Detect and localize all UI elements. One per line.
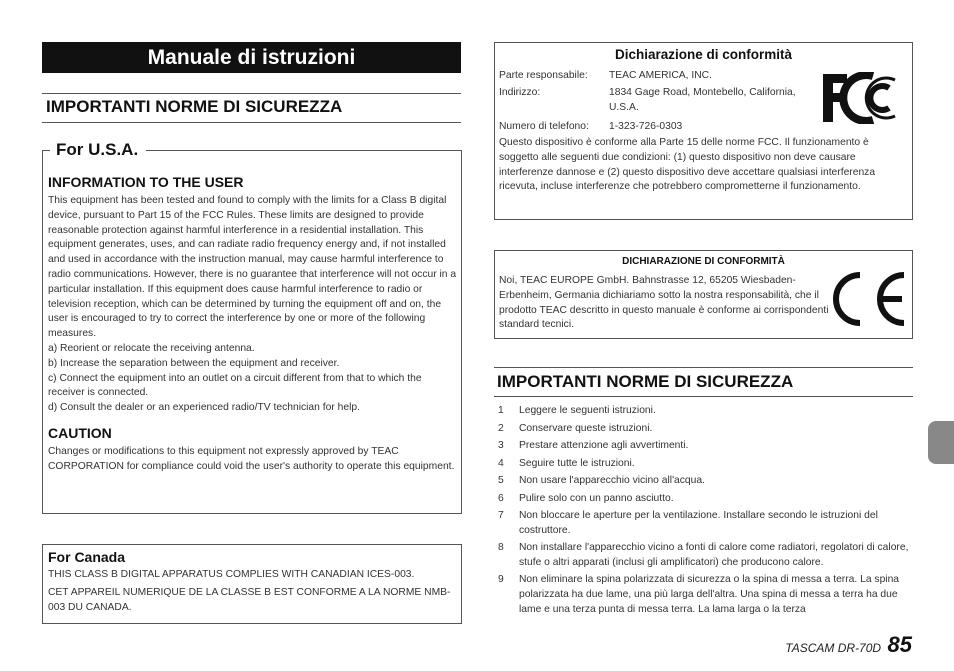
list-text: Non bloccare le aperture per la ventilazione. Installare secondo le istruzioni del costruttore.	[519, 510, 878, 536]
list-text: Non eliminare la spina polarizzata di sicurezza o la spina di messa a terra. La spina polarizzata ha due lame, una più larga dell'altra. Una spina di messa a terra ha due lame e una terza punta di messa terra. La lama larga o la terza	[519, 574, 900, 615]
list-item	[498, 573, 912, 617]
fcc-heading: Dichiarazione di conformità	[614, 47, 793, 62]
info-text: This equipment has been tested and found to comply with the limits for a Class B digital device, pursuant to Part 15 of the FCC Rules. These limits are designed to provide reasonable protection against harmful interference in a residential installation. This equipment generates, uses, and can radiate radio frequency energy and, if not installed and used in accordance with the instruction manual, may cause harmful interference to radio communications. However, there is no guarantee that interference will not occur in a particular installation. If this equipment does cause harmful interference to radio or television reception, which can be determined by turning the equipment off and on, the user is encouraged to try to correct the interference by one or more of the following measures.	[48, 195, 457, 340]
list-number: 9	[498, 574, 504, 585]
measure-a: a) Reorient or relocate the receiving antenna.	[48, 342, 255, 354]
party-label: Parte responsabile:	[499, 70, 588, 81]
canada-content	[48, 549, 458, 615]
list-number: 2	[498, 423, 504, 434]
measure-b: b) Increase the separation between the equipment and receiver.	[48, 357, 340, 369]
phone-label: Numero di telefono:	[499, 121, 589, 132]
right-section-rule-top	[494, 367, 913, 368]
section-rule-top	[42, 93, 461, 94]
list-item	[498, 439, 912, 454]
list-text: Prestare attenzione agli avvertimenti.	[519, 440, 689, 451]
fcc-logo-icon	[821, 72, 897, 129]
page-number: 85	[887, 632, 912, 657]
list-item	[498, 541, 912, 571]
list-item	[498, 509, 912, 539]
list-item	[498, 422, 912, 437]
chapter-tab	[928, 421, 954, 464]
list-number: 6	[498, 493, 504, 504]
ce-heading: DICHIARAZIONE DI CONFORMITÀ	[622, 256, 785, 267]
page-title: Manuale di istruzioni	[42, 42, 461, 73]
list-number: 1	[498, 405, 504, 416]
right-section-heading: IMPORTANTI NORME DI SICUREZZA	[497, 372, 794, 391]
right-section-rule-bottom	[494, 396, 913, 397]
canada-heading: For Canada	[48, 549, 126, 565]
footer-product: TASCAM DR-70D	[785, 641, 882, 655]
party-value: TEAC AMERICA, INC.	[609, 70, 712, 81]
list-item	[498, 474, 912, 489]
list-item	[498, 404, 912, 419]
usa-content	[48, 174, 458, 475]
address-label: Indirizzo:	[499, 87, 541, 98]
address-value: 1834 Gage Road, Montebello, California, U.S.A.	[609, 87, 796, 113]
list-number: 3	[498, 440, 504, 451]
phone-value: 1-323-726-0303	[609, 121, 683, 132]
section-rule-bottom	[42, 122, 461, 123]
list-item	[498, 457, 912, 472]
list-number: 4	[498, 458, 504, 469]
list-text: Leggere le seguenti istruzioni.	[519, 405, 656, 416]
caution-text: Changes or modifications to this equipment not expressly approved by TEAC CORPORATION for compliance could void the user's authority to operate this equipment.	[48, 445, 455, 472]
left-section-heading: IMPORTANTI NORME DI SICUREZZA	[46, 97, 343, 116]
list-number: 5	[498, 475, 504, 486]
measure-d: d) Consult the dealer or an experienced radio/TV technician for help.	[48, 402, 360, 414]
info-heading: INFORMATION TO THE USER	[48, 174, 244, 190]
list-item	[498, 492, 912, 507]
usa-label: For U.S.A.	[50, 140, 146, 160]
list-text: Non usare l'apparecchio vicino all'acqua.	[519, 475, 705, 486]
footer	[785, 632, 912, 658]
list-text: Non installare l'apparecchio vicino a fonti di calore come radiatori, regolatori di calore, stufe o altri apparati (inclusi gli amplificatori) che producono calore.	[519, 542, 909, 568]
list-text: Pulire solo con un panno asciutto.	[519, 493, 674, 504]
ce-mark-icon	[830, 270, 908, 333]
fcc-body: Questo dispositivo è conforme alla Parte 15 delle norme FCC. Il funzionamento è soggetto alle seguenti due condizioni: (1) questo dispositivo non deve causare interferenze dannose e (2) questo dispositivo deve accettare qualsiasi interferenza ricevuta, incluse interferenze che potrebbero comprometterne il funzionamento.	[499, 137, 876, 193]
list-text: Seguire tutte le istruzioni.	[519, 458, 635, 469]
list-text: Conservare queste istruzioni.	[519, 423, 653, 434]
measure-c: c) Connect the equipment into an outlet on a circuit different from that to which the receiver is connected.	[48, 372, 422, 399]
caution-heading: CAUTION	[48, 424, 112, 441]
canada-line-2: CET APPAREIL NUMERIQUE DE LA CLASSE B EST CONFORME A LA NORME NMB-003 DU CANADA.	[48, 586, 451, 613]
list-number: 7	[498, 510, 504, 521]
list-number: 8	[498, 542, 504, 553]
canada-line-1: THIS CLASS B DIGITAL APPARATUS COMPLIES WITH CANADIAN ICES-003.	[48, 569, 415, 580]
ce-body: Noi, TEAC EUROPE GmbH. Bahnstrasse 12, 65205 Wiesbaden-Erbenheim, Germania dichiariamo sotto la nostra responsabilità, che il prodotto TEAC descritto in questo manuale è conforme ai corrispondenti standard tecnici.	[499, 275, 829, 331]
